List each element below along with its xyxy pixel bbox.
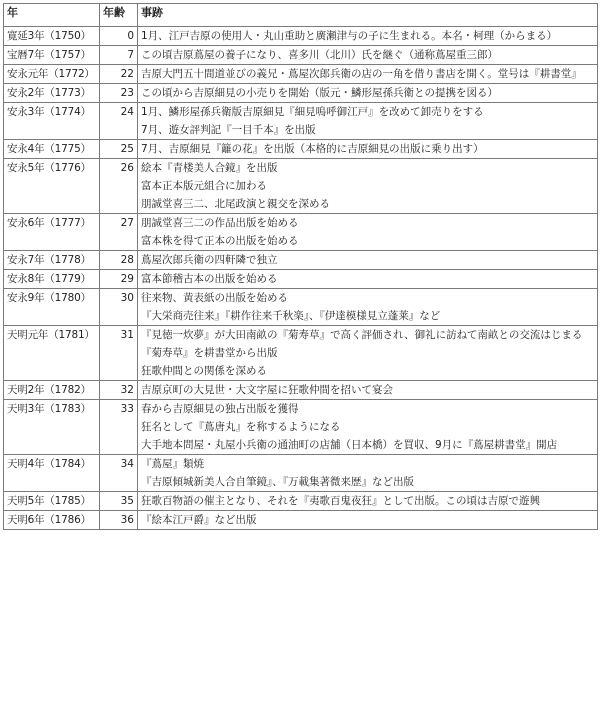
event-line: 春から吉原細見の独占出版を獲得 xyxy=(141,403,299,415)
event-line: この頃から吉原細見の小売りを開始（版元・鱗形屋孫兵衛との提携を図る） xyxy=(141,87,498,99)
event-line: 7月、吉原細見『籬の花』を出版（本格的に吉原細見の出版に乗り出す） xyxy=(141,143,484,155)
event-cell xyxy=(138,214,598,251)
event-line: 『蔦屋』類焼 xyxy=(141,458,204,470)
event-line: 『菊寿草』を耕書堂から出版 xyxy=(141,347,278,359)
year-cell: 安永4年（1775） xyxy=(4,140,100,159)
header-event: 事跡 xyxy=(138,4,598,27)
event-cell xyxy=(138,84,598,103)
table-row xyxy=(4,381,598,400)
age-cell: 7 xyxy=(100,46,138,65)
event-cell xyxy=(138,140,598,159)
chronology-table xyxy=(3,3,598,530)
year-cell: 安永7年（1778） xyxy=(4,251,100,270)
event-line: 狂歌仲間との関係を深める xyxy=(141,365,267,377)
year-cell: 天明元年（1781） xyxy=(4,326,100,381)
age-cell: 25 xyxy=(100,140,138,159)
event-cell xyxy=(138,27,598,46)
table-row xyxy=(4,27,598,46)
event-line: 吉原京町の大見世・大文字屋に狂歌仲間を招いて宴会 xyxy=(141,384,393,396)
table-row xyxy=(4,492,598,511)
table-row xyxy=(4,326,598,381)
year-cell: 安永9年（1780） xyxy=(4,289,100,326)
year-cell: 寛延3年（1750） xyxy=(4,27,100,46)
event-line: 狂歌百物語の催主となり、それを『夷歌百鬼夜狂』として出版。この頃は吉原で遊興 xyxy=(141,495,540,507)
year-cell: 天明2年（1782） xyxy=(4,381,100,400)
age-cell: 33 xyxy=(100,400,138,455)
event-line: この頃吉原蔦屋の養子になり、喜多川（北川）氏を継ぐ（通称蔦屋重三郎） xyxy=(141,49,498,61)
table-row xyxy=(4,46,598,65)
table-row xyxy=(4,289,598,326)
event-line: 富本株を得て正本の出版を始める xyxy=(141,235,299,247)
event-cell xyxy=(138,455,598,492)
year-cell: 天明4年（1784） xyxy=(4,455,100,492)
table-row xyxy=(4,159,598,214)
event-cell xyxy=(138,289,598,326)
header-row xyxy=(4,4,598,27)
age-cell: 30 xyxy=(100,289,138,326)
event-cell xyxy=(138,381,598,400)
table-row xyxy=(4,511,598,530)
event-cell xyxy=(138,65,598,84)
event-line: 吉原大門五十間道並びの義兄・蔦屋次郎兵衛の店の一角を借り書店を開く。堂号は『耕書堂』 xyxy=(141,68,582,80)
event-line: 富本節稽古本の出版を始める xyxy=(141,273,278,285)
age-cell: 23 xyxy=(100,84,138,103)
header-age: 年齢 xyxy=(100,4,138,27)
event-cell xyxy=(138,251,598,270)
event-cell xyxy=(138,159,598,214)
age-cell: 27 xyxy=(100,214,138,251)
age-cell: 28 xyxy=(100,251,138,270)
table-row xyxy=(4,400,598,455)
age-cell: 0 xyxy=(100,27,138,46)
age-cell: 31 xyxy=(100,326,138,381)
age-cell: 26 xyxy=(100,159,138,214)
event-line: 1月、鱗形屋孫兵衛版吉原細見『細見嗚呼御江戸』を改めて卸売りをする xyxy=(141,106,484,118)
table-row xyxy=(4,270,598,289)
event-line: 往来物、黄表紙の出版を始める xyxy=(141,292,288,304)
event-cell xyxy=(138,492,598,511)
event-line: 7月、遊女評判記『一目千本』を出版 xyxy=(141,124,316,136)
age-cell: 35 xyxy=(100,492,138,511)
age-cell: 36 xyxy=(100,511,138,530)
year-cell: 安永2年（1773） xyxy=(4,84,100,103)
table-row xyxy=(4,65,598,84)
table-row xyxy=(4,251,598,270)
event-line: 朋誠堂喜三二、北尾政演と親交を深める xyxy=(141,198,330,210)
event-cell xyxy=(138,511,598,530)
event-line: 1月、江戸吉原の使用人・丸山重助と廣瀬津与の子に生まれる。本名・柯理（からまる） xyxy=(141,30,558,42)
event-cell xyxy=(138,400,598,455)
event-line: 大手地本問屋・丸屋小兵衛の通油町の店舗（日本橋）を買収、9月に『蔦屋耕書堂』開店 xyxy=(141,439,558,451)
event-line: 朋誠堂喜三二の作品出版を始める xyxy=(141,217,299,229)
event-cell xyxy=(138,326,598,381)
table-row xyxy=(4,84,598,103)
age-cell: 24 xyxy=(100,103,138,140)
year-cell: 安永8年（1779） xyxy=(4,270,100,289)
event-line: 絵本『青楼美人合鏡』を出版 xyxy=(141,162,278,174)
age-cell: 34 xyxy=(100,455,138,492)
age-cell: 32 xyxy=(100,381,138,400)
event-line: 蔦屋次郎兵衛の四軒隣で独立 xyxy=(141,254,278,266)
event-cell xyxy=(138,46,598,65)
event-line: 『大栄商売往来』『耕作往来千秋楽』、『伊達模様見立蓬莱』など xyxy=(141,310,441,322)
event-cell xyxy=(138,270,598,289)
year-cell: 安永元年（1772） xyxy=(4,65,100,84)
table-row xyxy=(4,214,598,251)
age-cell: 29 xyxy=(100,270,138,289)
event-line: 狂名として『蔦唐丸』を称するようになる xyxy=(141,421,341,433)
table-row xyxy=(4,140,598,159)
event-cell xyxy=(138,103,598,140)
event-line: 『吉原傾城新美人合自筆鏡』、『万載集著微来歴』など出版 xyxy=(141,476,414,488)
year-cell: 天明5年（1785） xyxy=(4,492,100,511)
event-line: 『絵本江戸爵』など出版 xyxy=(141,514,257,526)
header-year: 年 xyxy=(4,4,100,27)
event-line: 『見徳一炊夢』が大田南畝の『菊寿草』で高く評価され、御礼に訪ねて南畝との交流はじまる xyxy=(141,329,583,341)
year-cell: 天明3年（1783） xyxy=(4,400,100,455)
year-cell: 宝暦7年（1757） xyxy=(4,46,100,65)
event-line: 富本正本版元組合に加わる xyxy=(141,180,267,192)
table-row xyxy=(4,103,598,140)
year-cell: 天明6年（1786） xyxy=(4,511,100,530)
table-row xyxy=(4,455,598,492)
year-cell: 安永5年（1776） xyxy=(4,159,100,214)
age-cell: 22 xyxy=(100,65,138,84)
year-cell: 安永3年（1774） xyxy=(4,103,100,140)
table-body xyxy=(4,27,598,530)
year-cell: 安永6年（1777） xyxy=(4,214,100,251)
